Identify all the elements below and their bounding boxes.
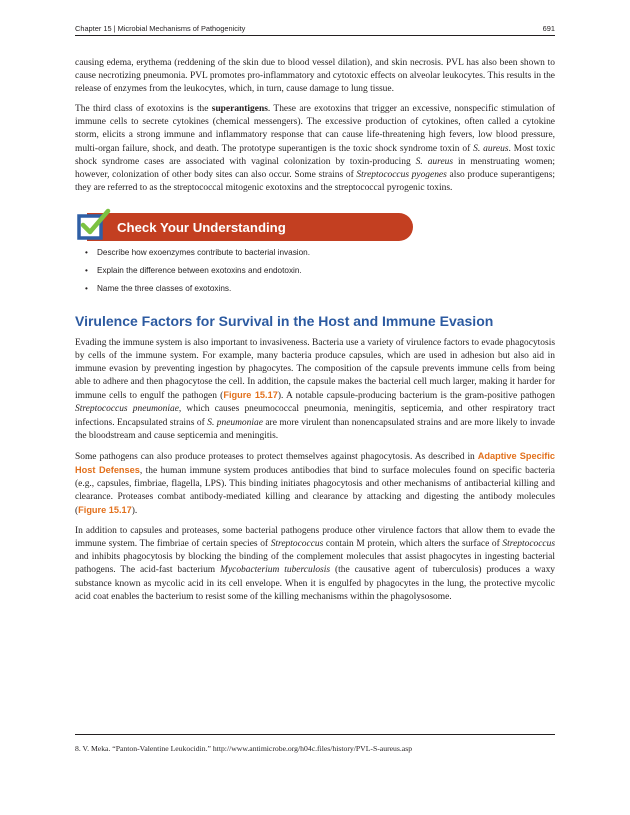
term-superantigens: superantigens xyxy=(211,104,268,115)
bullet-icon: • xyxy=(85,265,88,275)
page-content xyxy=(75,57,555,611)
list-item: • Explain the difference between exotoxins and endotoxin. xyxy=(85,265,302,275)
chapter-link[interactable]: Adaptive Specific Host Defenses xyxy=(75,450,556,475)
figure-link[interactable]: Figure 15.17 xyxy=(78,505,132,516)
list-item: • Describe how exoenzymes contribute to bacterial invasion. xyxy=(85,247,310,257)
bullet-icon: • xyxy=(85,247,88,257)
check-your-understanding-title: Check Your Understanding xyxy=(117,219,286,235)
list-item: • Name the three classes of exotoxins. xyxy=(85,283,232,293)
check-your-understanding-banner xyxy=(75,207,555,243)
footnote-rule xyxy=(75,734,555,735)
section-heading: Virulence Factors for Survival in the Host and Immune Evasion xyxy=(75,312,494,329)
figure-link[interactable]: Figure 15.17 xyxy=(223,390,278,401)
chapter-title: Chapter 15 | Microbial Mechanisms of Pathogenicity xyxy=(75,24,246,33)
page-header xyxy=(75,21,555,35)
paragraph-proteases: Some pathogens can also produce proteases to protect themselves against phagocytosis. As described in Adaptive Specific Host Defenses, the human immune system produces antibodies that bind to surface molecules found on specific bacteria (e.g., capsules, fimbriae, flagella, LPS). This binding initiates phagocytosis and other mechanisms of antibacterial killing and clearance. Proteases combat antibody-mediated killing and clearance by attacking and digesting the antibody molecules (Figure 15.17). xyxy=(75,450,556,517)
paragraph-superantigens: The third class of exotoxins is the superantigens. These are exotoxins that trigger an excessive, nonspecific stimulation of immune cells to secrete cytokines (chemical messengers). The excessive production of cytokines, often called a cytokine storm, elicits a strong immune and inflammatory response that can cause life-threatening high fevers, low blood pressure, multi-organ failure, shock, and death. The prototype superantigen is the toxic shock syndrome toxin of S. aureus. Most toxic shock syndrome cases are associated with vaginal colonization by toxin-producing S. aureus in menstruating women; however, colonization of other body sites can also occur. Some strains of Streptococcus pyogenes also produce superantigens; they are referred to as the streptococcal mitogenic exotoxins and the streptococcal pyrogenic toxins. xyxy=(75,104,556,193)
footnote: 8. V. Meka. “Panton-Valentine Leukocidin.” http://www.antimicrobe.org/h04c.files/history/PVL-S-aureus.asp xyxy=(75,744,413,753)
header-rule xyxy=(75,35,555,36)
bullet-icon: • xyxy=(85,283,88,293)
paragraph-pvl-effects: causing edema, erythema (reddening of the skin due to blood vessel dilation), and skin necrosis. PVL has also been shown to cause necrotizing pneumonia. PVL promotes pro-inflammatory and cytotoxic effects on alveolar leukocytes. This results in the release of enzymes from the leukocytes, which, in turn, cause damage to lung tissue. xyxy=(75,58,555,95)
check-your-understanding-list xyxy=(75,247,555,295)
page-number: 691 xyxy=(542,24,555,33)
paragraph-other-factors: In addition to capsules and proteases, some bacterial pathogens produce other virulence factors that allow them to evade the immune system. The fimbriae of certain species of Streptococcus contain M protein, which alters the surface of Streptococcus and inhibits phagocytosis by blocking the binding of the complement molecules that assist phagocytes in ingesting bacterial pathogens. The acid-fast bacterium Mycobacterium tuberculosis (the causative agent of tuberculosis) produces a waxy substance known as mycolic acid in its cell envelope. When it is engulfed by phagocytes in the lung, the protective mycolic acid coat enables the bacterium to resist some of the killing mechanisms within the phagolysosome. xyxy=(75,526,556,602)
checkbox-check-icon xyxy=(75,207,111,243)
paragraph-capsules: Evading the immune system is also important to invasiveness. Bacteria use a variety of virulence factors to evade phagocytosis by cells of the immune system. For example, many bacteria produce capsules, which are used in adhesion but also aid in immune evasion by preventing ingestion by phagocytes. The composition of the capsule prevents immune cells from being able to adhere and then phagocytose the cell. In addition, the capsule makes the bacterial cell much larger, making it harder for immune cells to engulf the pathogen (Figure 15.17). A notable capsule-producing bacterium is the gram-positive pathogen Streptococcus pneumoniae, which causes pneumococcal pneumonia, meningitis, septicemia, and other respiratory tract infections. Encapsulated strains of S. pneumoniae are more virulent than nonencapsulated strains and are more likely to invade the bloodstream and cause septicemia and meningitis. xyxy=(75,337,555,441)
